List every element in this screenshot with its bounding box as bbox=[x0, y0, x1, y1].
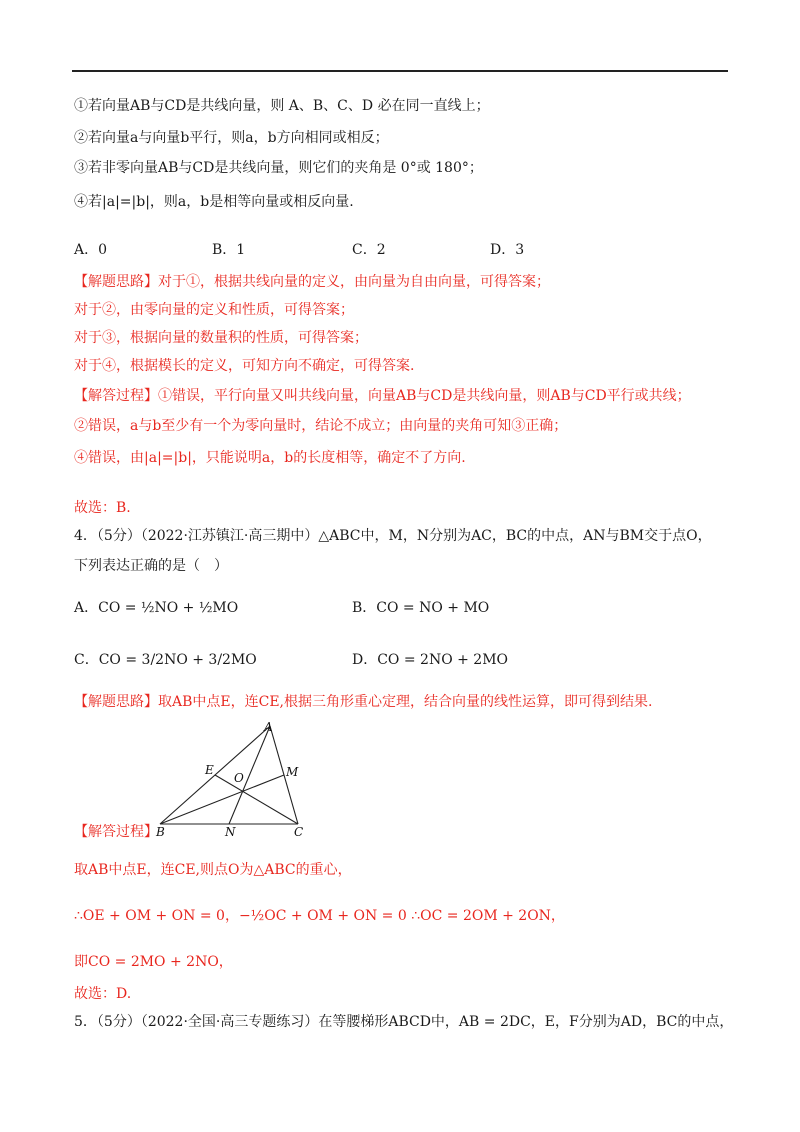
label-a: A bbox=[264, 720, 273, 734]
q3-thinking-1: 【解题思路】对于①，根据共线向量的定义，由向量为自由向量，可得答案； bbox=[74, 274, 550, 290]
segment-bm bbox=[160, 775, 284, 824]
q4-process-3: 即CO = 2MO + 2NO， bbox=[74, 954, 233, 970]
q4-stem-line-2: 下列表达正确的是（ ） bbox=[74, 558, 228, 574]
q3-thinking-4: 对于④，根据模长的定义，可知方向不确定，可得答案. bbox=[74, 358, 415, 374]
triangle-figure bbox=[148, 720, 328, 840]
q3-statement-3: ③若非零向量AB与CD是共线向量，则它们的夹角是 0°或 180°； bbox=[74, 160, 483, 176]
q3-thinking-2: 对于②，由零向量的定义和性质，可得答案； bbox=[74, 302, 354, 318]
q4-stem-line-1: 4．（5分）（2022·江苏镇江·高三期中）△ABC中，M，N分别为AC，BC的中点，AN与BM交于点O， bbox=[74, 528, 712, 544]
q4-process-label: 【解答过程】 bbox=[74, 824, 158, 840]
label-c: C bbox=[294, 825, 304, 839]
q4-process-1: 取AB中点E，连CE,则点O为△ABC的重心， bbox=[74, 862, 352, 878]
q3-process-2: ②错误，a与b至少有一个为零向量时，结论不成立；由向量的夹角可知③正确； bbox=[74, 418, 568, 434]
q3-statement-2: ②若向量a与向量b平行，则a，b方向相同或相反； bbox=[74, 130, 389, 146]
q4-option-d: D．CO = 2NO + 2MO bbox=[352, 652, 509, 668]
q5-stem: 5．（5分）（2022·全国·高三专题练习）在等腰梯形ABCD中，AB = 2DC，E，F分别为AD，BC的中点， bbox=[74, 1014, 734, 1030]
q3-option-a: A．0 bbox=[74, 242, 108, 258]
label-m: M bbox=[286, 765, 299, 779]
q4-thinking: 【解题思路】取AB中点E，连CE,根据三角形重心定理，结合向量的线性运算，即可得到结果. bbox=[74, 694, 653, 710]
q3-process-3: ④错误，由|a|=|b|，只能说明a，b的长度相等，确定不了方向. bbox=[74, 450, 466, 466]
label-e: E bbox=[205, 763, 214, 777]
q3-statement-4: ④若|a|=|b|，则a，b是相等向量或相反向量. bbox=[74, 194, 354, 210]
q4-option-a: A．CO = ½NO + ½MO bbox=[74, 600, 239, 616]
q4-answer: 故选：D. bbox=[74, 986, 132, 1002]
q3-option-d: D．3 bbox=[490, 242, 525, 258]
header-rule bbox=[72, 70, 728, 72]
label-b: B bbox=[156, 825, 165, 839]
q3-option-b: B．1 bbox=[212, 242, 246, 258]
q4-option-c: C．CO = 3/2NO + 3/2MO bbox=[74, 652, 257, 668]
q4-option-b: B．CO = NO + MO bbox=[352, 600, 490, 616]
q3-answer: 故选：B. bbox=[74, 500, 131, 516]
q3-process-1: 【解答过程】①错误，平行向量又叫共线向量，向量AB与CD是共线向量，则AB与CD平行或共线； bbox=[74, 388, 691, 404]
q3-thinking-3: 对于③，根据向量的数量积的性质，可得答案； bbox=[74, 330, 368, 346]
label-n: N bbox=[225, 825, 236, 839]
q3-option-c: C．2 bbox=[352, 242, 386, 258]
q4-process-2: ∴OE + OM + ON = 0，−½OC + OM + ON = 0 ∴OC = 2OM + 2ON， bbox=[74, 908, 565, 924]
q3-statement-1: ①若向量AB与CD是共线向量，则 A、B、C、D 必在同一直线上； bbox=[74, 98, 490, 114]
label-o: O bbox=[234, 771, 244, 785]
